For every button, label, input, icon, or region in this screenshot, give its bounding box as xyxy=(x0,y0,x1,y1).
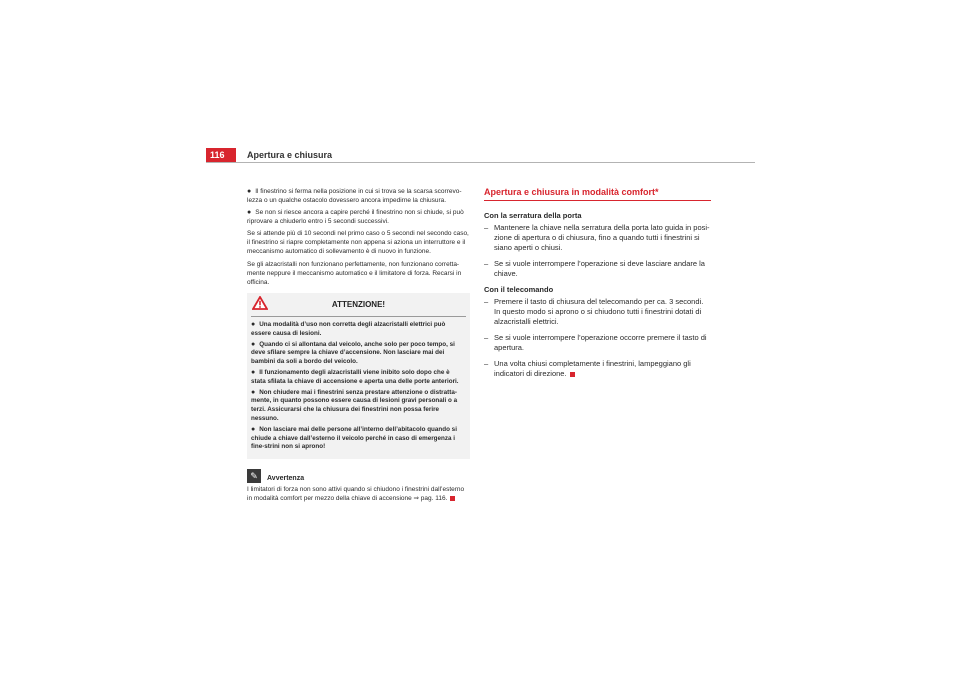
bullet-icon: ● xyxy=(251,368,256,376)
warning-item-text: Il funzionamento degli alzacristalli viene inibito solo dopo che è stata sfilata la chiave di accensione e aperta una delle porte anteriori. xyxy=(251,368,459,385)
step-item xyxy=(484,259,711,279)
bullet-text: Il finestrino si ferma nella posizione in cui si trova se la scarsa scorrevo-lezza o un qualche ostacolo dovessero ancora impedirne la chiusura. xyxy=(247,188,462,204)
bullet-icon: ● xyxy=(251,340,256,348)
page-number: 116 xyxy=(206,148,236,162)
section-title: Apertura e chiusura xyxy=(247,150,333,160)
dash-marker: – xyxy=(484,297,489,306)
bullet-text: Se non si riesce ancora a capire perché il finestrino non si chiude, si può riprovare a chiuderlo entro i 5 secondi successivi. xyxy=(247,209,464,225)
step-item xyxy=(484,359,711,379)
subsection-title: Apertura e chiusura in modalità comfort* xyxy=(484,187,711,201)
warning-item xyxy=(251,321,466,339)
step-item xyxy=(484,297,711,327)
bullet-icon: ● xyxy=(251,388,256,396)
warning-header xyxy=(251,296,466,317)
warning-box xyxy=(247,293,470,459)
warning-item-text: Quando ci si allontana dal veicolo, anche solo per poco tempo, si deve sfilare sempre la chiave d’accensione. Non lasciare mai dei bambini da soli a bordo del veicolo. xyxy=(251,340,455,366)
body-paragraph: Se si attende più di 10 secondi nel primo caso o 5 secondi nel secondo caso, il finestrino si riapre completamente non appena si aziona un interruttore e il meccanismo automatico di sollevamento è di nuovo in funzione. xyxy=(247,230,469,255)
warning-item-text: Non chiudere mai i finestrini senza prestare attenzione o distratta-mente, in quanto possono essere causa di lesioni gravi personali o a terzi. Assicurarsi che la chiusura dei finestrini non possa ferire nessuno. xyxy=(251,388,458,422)
left-column xyxy=(247,187,470,507)
section-end-icon xyxy=(570,372,575,377)
bullet-icon: ● xyxy=(251,425,256,433)
bullet-icon: ● xyxy=(251,321,256,328)
dash-marker: – xyxy=(484,333,489,342)
step-item xyxy=(484,223,711,253)
dash-marker: – xyxy=(484,223,489,232)
step-text-body: Una volta chiusi completamente i finestrini, lampeggiano gli indicatori di direzione. xyxy=(494,359,691,378)
bullet-paragraph xyxy=(247,208,470,226)
note-header xyxy=(247,469,470,483)
step-text: Mantenere la chiave nella serratura della porta lato guida in posi-zione di apertura o di chiusura, fino a quando tutti i finestrini si siano aperti o chiusi. xyxy=(494,223,710,252)
warning-item xyxy=(251,369,466,387)
warning-item xyxy=(251,341,466,367)
step-text: Premere il tasto di chiusura del telecomando per ca. 3 secondi. In questo modo si aprono o si chiudono tutti i finestrini dotati di alzacristalli elettrici. xyxy=(494,297,704,326)
note-info-icon: ✎ xyxy=(247,469,261,483)
step-text: Se si vuole interrompere l’operazione occorre premere il tasto di apertura. xyxy=(494,333,707,352)
note-text xyxy=(247,485,470,503)
warning-item xyxy=(251,426,466,452)
warning-title: ATTENZIONE! xyxy=(331,299,386,309)
right-column xyxy=(484,187,711,385)
section-end-icon xyxy=(450,496,455,501)
dash-marker: – xyxy=(484,259,489,268)
header-divider xyxy=(206,162,755,163)
note-body: I limitatori di forza non sono attivi quando si chiudono i finestrini dall’esterno in modalità comfort per mezzo della chiave di accensione ⇒ pag. 116. xyxy=(247,486,465,503)
bullet-icon: ● xyxy=(247,188,252,195)
group-heading: Con il telecomando xyxy=(484,285,554,294)
group-heading: Con la serratura della porta xyxy=(484,211,582,220)
bullet-icon: ● xyxy=(247,209,252,216)
warning-item xyxy=(251,389,466,424)
warning-item-text: Una modalità d’uso non corretta degli alzacristalli elettrici può essere causa di lesioni. xyxy=(251,321,446,337)
note-title: Avvertenza xyxy=(267,475,305,483)
step-text: Se si vuole interrompere l’operazione si deve lasciare andare la chiave. xyxy=(494,259,705,278)
warning-triangle-icon xyxy=(252,296,268,310)
warning-item-text: Non lasciare mai delle persone all’interno dell’abitacolo quando si chiude a chiave dall’esterno il veicolo perché in caso di emergenza i fine-strini non si aprono! xyxy=(251,425,457,451)
step-text xyxy=(494,359,711,379)
body-paragraph: Se gli alzacristalli non funzionano perfettamente, non funzionano corretta-mente neppure il meccanismo automatico e il limitatore di forza. Recarsi in officina. xyxy=(247,261,462,286)
step-item xyxy=(484,333,711,353)
dash-marker: – xyxy=(484,359,489,368)
bullet-paragraph xyxy=(247,187,470,205)
